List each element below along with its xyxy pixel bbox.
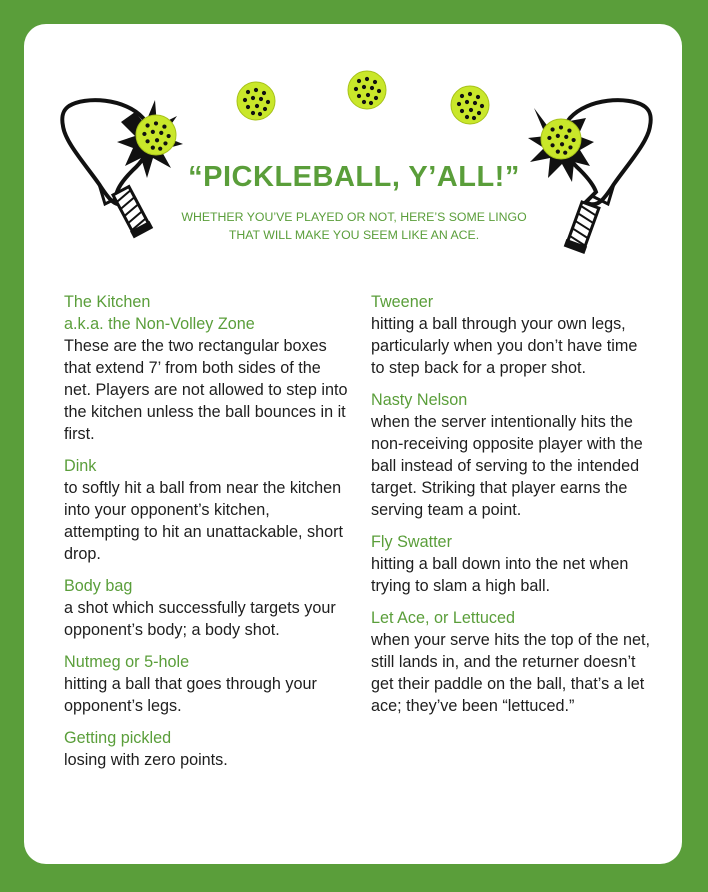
glossary-term: Fly Swatter: [371, 533, 452, 551]
pickleball-icon: [136, 115, 176, 155]
glossary-term: Tweener: [371, 293, 434, 311]
glossary-term: The Kitchen: [64, 293, 151, 311]
glossary-entry: [64, 727, 349, 771]
glossary-entry: [371, 389, 651, 521]
pickleball-icon: [541, 119, 581, 159]
glossary-definition: to softly hit a ball from near the kitchen into your opponent’s kitchen, attempting to hit an unattackable, short drop.: [64, 479, 343, 563]
glossary-definition: hitting a ball through your own legs, particularly when you don’t have time to step back for a proper shot.: [371, 315, 638, 377]
pickleball-icon: [348, 71, 386, 109]
glossary-left-column: [64, 291, 349, 781]
glossary-entry: [371, 607, 651, 717]
glossary-term: Nutmeg or 5-hole: [64, 653, 190, 671]
glossary-definition: a shot which successfully targets your opponent’s body; a body shot.: [64, 599, 336, 639]
glossary-alias: a.k.a. the Non-Volley Zone: [64, 315, 255, 333]
glossary-definition: when your serve hits the top of the net, still lands in, and the returner doesn’t get their paddle on the ball, that’s a let ace; they’ve been “lettuced.”: [371, 631, 650, 715]
glossary-right-column: [371, 291, 651, 727]
page-title: “PICKLEBALL, Y’ALL!”: [188, 161, 520, 193]
glossary-definition: when the server intentionally hits the non-receiving opposite player with the ball instead of serving to the intended target. Striking that player earns the serving team a point.: [371, 413, 643, 519]
glossary-entry: [371, 291, 651, 379]
glossary-term: Getting pickled: [64, 729, 172, 747]
glossary-entry: [64, 651, 349, 717]
glossary-term: Body bag: [64, 577, 133, 595]
page-subtitle: WHETHER YOU’VE PLAYED OR NOT, HERE’S SOME LINGO THAT WILL MAKE YOU SEEM LIKE AN ACE.: [181, 210, 527, 242]
glossary-term: Let Ace, or Lettuced: [371, 609, 515, 627]
glossary-term: Nasty Nelson: [371, 391, 468, 409]
glossary-entry: [64, 291, 349, 445]
glossary-entry: [371, 531, 651, 597]
glossary-definition: losing with zero points.: [64, 751, 228, 769]
glossary-definition: hitting a ball that goes through your opponent’s legs.: [64, 675, 317, 715]
glossary-definition: These are the two rectangular boxes that extend 7’ from both sides of the net. Players are not allowed to step into the kitchen unless the ball bounces in it first.: [64, 337, 348, 443]
pickleball-icon: [237, 82, 275, 120]
glossary-term: Dink: [64, 457, 97, 475]
pickleball-icon: [451, 86, 489, 124]
glossary-definition: hitting a ball down into the net when trying to slam a high ball.: [371, 555, 629, 595]
glossary-entry: [64, 455, 349, 565]
glossary-entry: [64, 575, 349, 641]
